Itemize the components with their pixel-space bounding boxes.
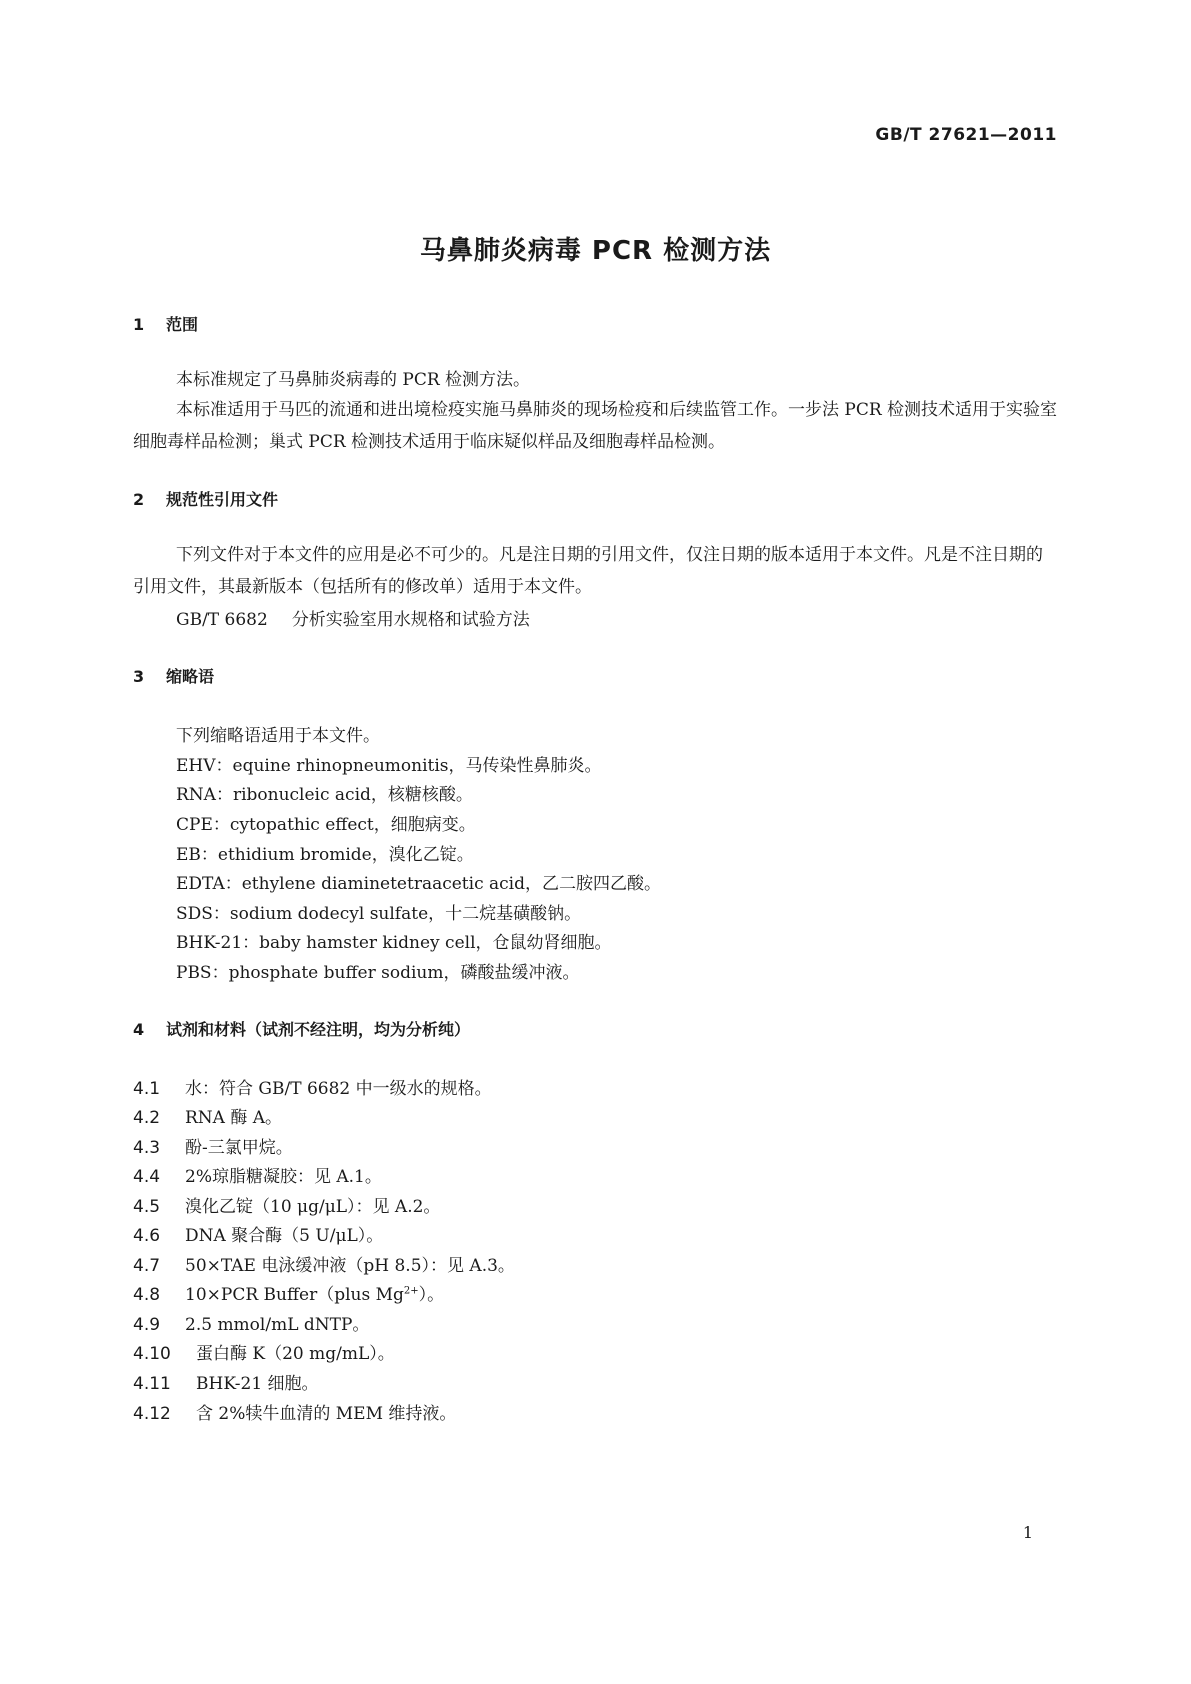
list-item bbox=[133, 1310, 369, 1335]
abbreviation-entry: BHK-21：baby hamster kidney cell，仓鼠幼肾细胞。 bbox=[176, 933, 612, 953]
list-item bbox=[133, 1103, 282, 1128]
item-text: DNA 聚合酶（5 U/μL）。 bbox=[185, 1226, 384, 1246]
list-item bbox=[133, 1369, 319, 1394]
item-number: 4.3 bbox=[133, 1138, 161, 1158]
item-number: 4.6 bbox=[133, 1226, 161, 1246]
page-number: 1 bbox=[1022, 1523, 1033, 1542]
item-number: 4.10 bbox=[133, 1344, 171, 1364]
list-item bbox=[133, 1339, 395, 1364]
item-text: 蛋白酶 K（20 mg/mL）。 bbox=[196, 1344, 395, 1364]
abbreviations-intro: 下列缩略语适用于本文件。 bbox=[176, 726, 380, 746]
item-number: 4.8 bbox=[133, 1285, 161, 1305]
reference-title: 分析实验室用水规格和试验方法 bbox=[291, 610, 530, 630]
list-item bbox=[133, 1133, 293, 1158]
item-text: 溴化乙锭（10 μg/μL）：见 A.2。 bbox=[185, 1197, 441, 1217]
item-number: 4.9 bbox=[133, 1315, 161, 1335]
abbreviation-entry: EDTA：ethylene diaminetetraacetic acid，乙二胺四乙酸。 bbox=[176, 874, 661, 894]
section-heading bbox=[133, 1017, 470, 1040]
abbreviation-entry: PBS：phosphate buffer sodium，磷酸盐缓冲液。 bbox=[176, 963, 580, 983]
abbreviation-entry: EHV：equine rhinopneumonitis，马传染性鼻肺炎。 bbox=[176, 756, 602, 776]
item-text: 酚-三氯甲烷。 bbox=[185, 1138, 293, 1158]
section-title: 范围 bbox=[166, 315, 199, 334]
list-item bbox=[133, 1280, 444, 1305]
item-text: 2%琼脂糖凝胶：见 A.1。 bbox=[185, 1167, 382, 1187]
item-text: BHK-21 细胞。 bbox=[196, 1374, 319, 1394]
reference-code: GB/T 6682 bbox=[176, 610, 268, 630]
item-number: 4.2 bbox=[133, 1108, 161, 1128]
item-number: 4.5 bbox=[133, 1197, 161, 1217]
item-text: 2.5 mmol/mL dNTP。 bbox=[185, 1315, 370, 1335]
section-number: 3 bbox=[133, 667, 145, 686]
abbreviation-entry: EB：ethidium bromide，溴化乙锭。 bbox=[176, 845, 474, 865]
section-title: 规范性引用文件 bbox=[166, 490, 279, 509]
list-item bbox=[133, 1074, 492, 1099]
list-item bbox=[133, 1399, 456, 1424]
item-text-tail: ）。 bbox=[418, 1285, 445, 1305]
section-number: 1 bbox=[133, 315, 145, 334]
section-heading bbox=[133, 312, 198, 335]
section-heading bbox=[133, 487, 278, 510]
paragraph: 本标准适用于马匹的流通和进出境检疫实施马鼻肺炎的现场检疫和后续监管工作。一步法 PCR 检测技术适用于实验室细胞毒样品检测；巢式 PCR 检测技术适用于临床疑似样品及细胞毒样品检测。 bbox=[133, 400, 1058, 452]
list-item bbox=[133, 1162, 382, 1187]
section-number: 4 bbox=[133, 1020, 145, 1039]
document-title: 马鼻肺炎病毒 PCR 检测方法 bbox=[419, 236, 772, 266]
section-title: 缩略语 bbox=[166, 667, 215, 686]
paragraph: 本标准规定了马鼻肺炎病毒的 PCR 检测方法。 bbox=[176, 370, 531, 390]
paragraph: 下列文件对于本文件的应用是必不可少的。凡是注日期的引用文件，仅注日期的版本适用于本文件。凡是不注日期的引用文件，其最新版本（包括所有的修改单）适用于本文件。 bbox=[133, 545, 1043, 597]
item-number: 4.1 bbox=[133, 1079, 161, 1099]
section-heading bbox=[133, 664, 214, 687]
item-text: RNA 酶 A。 bbox=[185, 1108, 283, 1128]
item-text: 水：符合 GB/T 6682 中一级水的规格。 bbox=[185, 1079, 492, 1099]
abbreviation-entry: RNA：ribonucleic acid，核糖核酸。 bbox=[176, 785, 473, 805]
item-text: 50×TAE 电泳缓冲液（pH 8.5）：见 A.3。 bbox=[185, 1256, 515, 1276]
standard-code: GB/T 27621—2011 bbox=[875, 125, 1057, 145]
item-text: 10×PCR Buffer（plus Mg bbox=[185, 1285, 404, 1305]
item-number: 4.12 bbox=[133, 1404, 171, 1424]
section-number: 2 bbox=[133, 490, 145, 509]
normative-reference bbox=[176, 605, 530, 630]
abbreviation-entry: CPE：cytopathic effect，细胞病变。 bbox=[176, 815, 476, 835]
item-text: 含 2%犊牛血清的 MEM 维持液。 bbox=[196, 1404, 457, 1424]
list-item bbox=[133, 1251, 515, 1276]
superscript: 2+ bbox=[403, 1285, 419, 1297]
section-title: 试剂和材料（试剂不经注明，均为分析纯） bbox=[166, 1020, 471, 1039]
abbreviation-entry: SDS：sodium dodecyl sulfate，十二烷基磺酸钠。 bbox=[176, 904, 582, 924]
item-number: 4.4 bbox=[133, 1167, 161, 1187]
item-number: 4.11 bbox=[133, 1374, 171, 1394]
item-number: 4.7 bbox=[133, 1256, 161, 1276]
list-item bbox=[133, 1221, 383, 1246]
list-item bbox=[133, 1192, 440, 1217]
